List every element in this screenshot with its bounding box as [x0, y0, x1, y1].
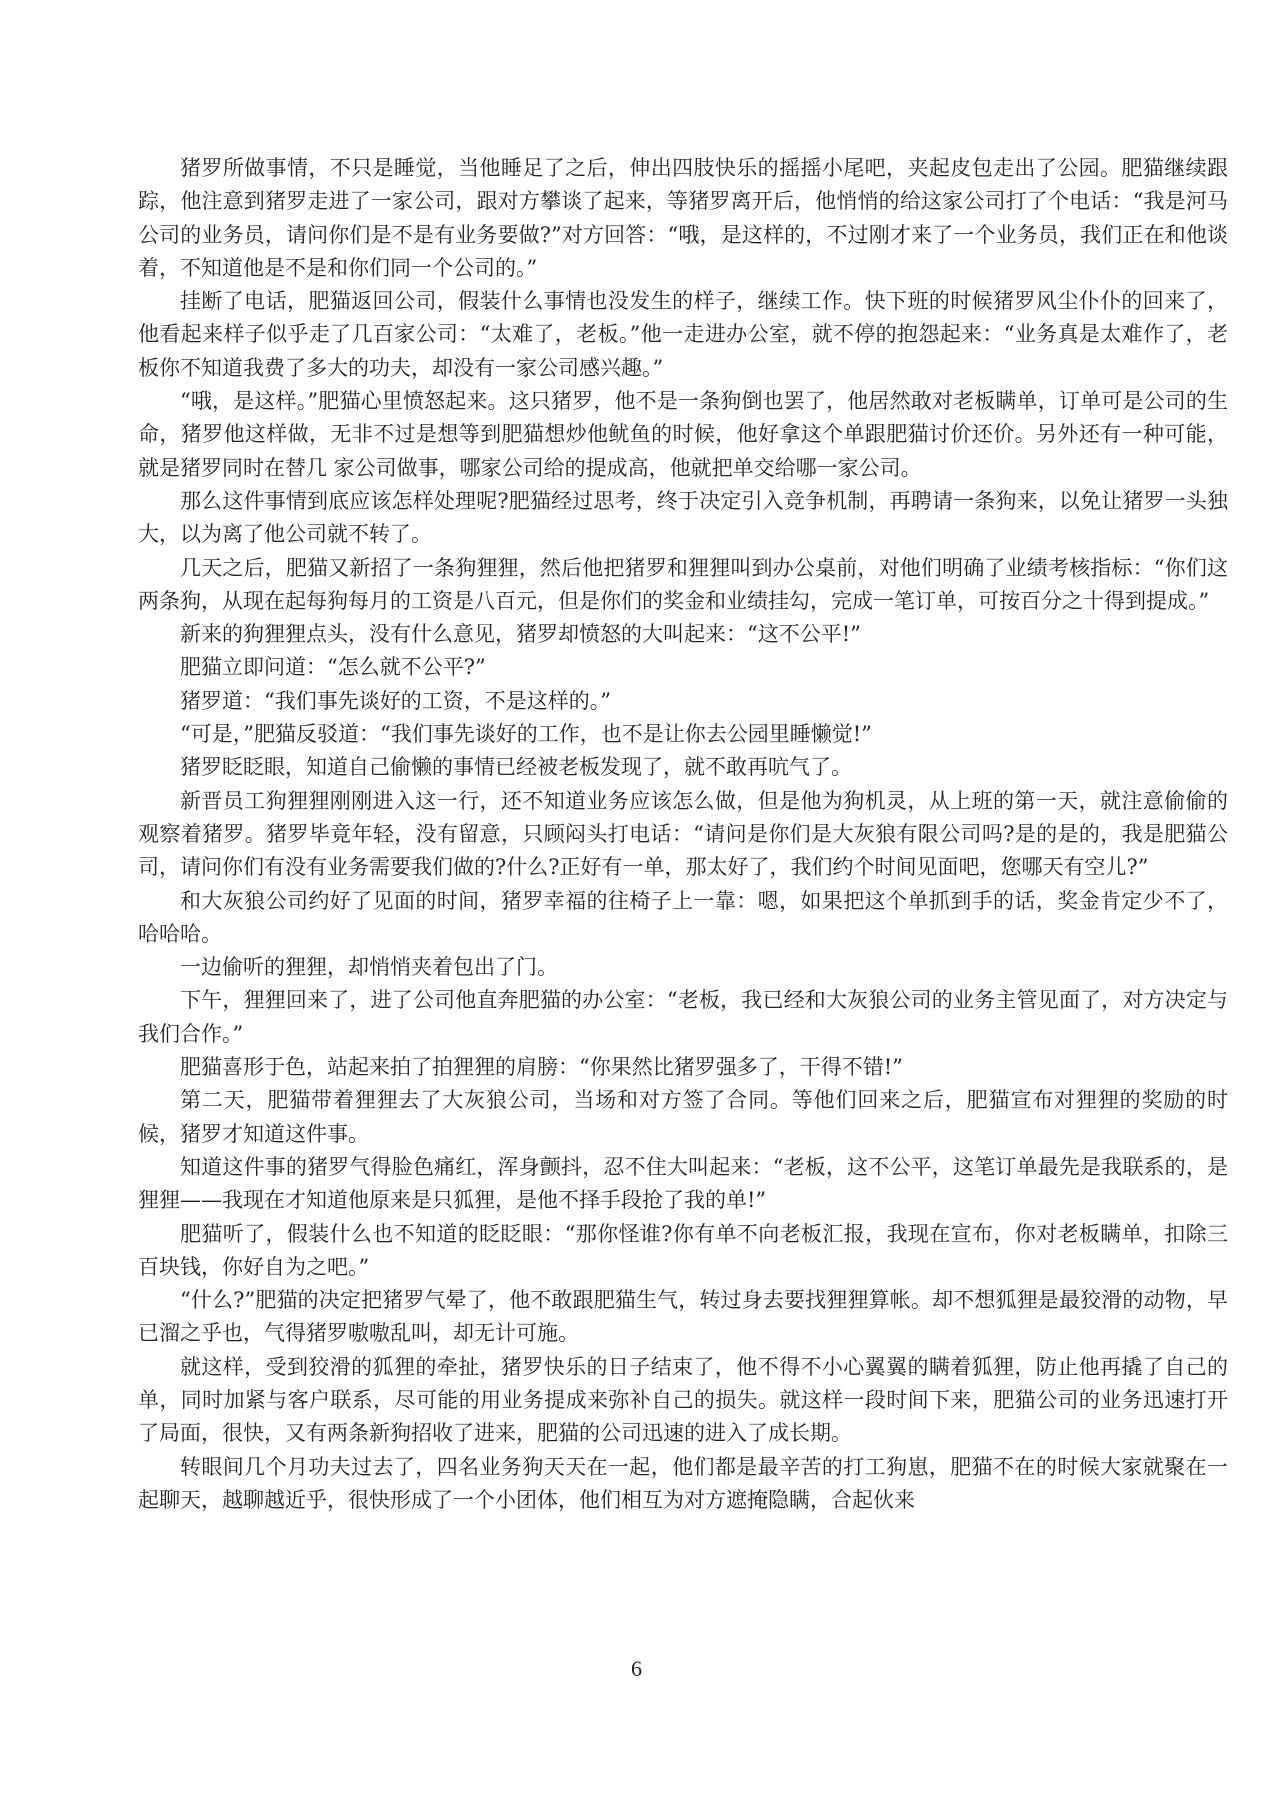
- paragraph: 猪罗道：“我们事先谈好的工资，不是这样的。”: [180, 688, 611, 713]
- paragraph: 知道这件事的猪罗气得脸色痛红，浑身颤抖，忍不住大叫起来：“老板，这不公平，这笔订单最先是我联系的，是狸狸——我现在才知道他原来是只狐狸，是他不择手段抢了我的单!”: [138, 1154, 1228, 1213]
- paragraph: 肥猫喜形于色，站起来拍了拍狸狸的肩膀：“你果然比猪罗强多了，干得不错!”: [180, 1055, 903, 1080]
- paragraph: 猪罗眨眨眼，知道自己偷懒的事情已经被老板发现了，就不敢再吭气了。: [180, 755, 852, 780]
- paragraph: 一边偷听的狸狸，却悄悄夹着包出了门。: [180, 955, 558, 980]
- paragraph: 那么这件事情到底应该怎样处理呢?肥猫经过思考，终于决定引入竞争机制，再聘请一条狗来，以免让猪罗一头独大，以为离了他公司就不转了。: [138, 488, 1228, 547]
- paragraph: 下午，狸狸回来了，进了公司他直奔肥猫的办公室：“老板，我已经和大灰狼公司的业务主管见面了，对方决定与我们合作。”: [138, 988, 1228, 1046]
- paragraph: 新来的狗狸狸点头，没有什么意见，猪罗却愤怒的大叫起来：“这不公平!”: [180, 622, 861, 647]
- paragraph: 第二天，肥猫带着狸狸去了大灰狼公司，当场和对方签了合同。等他们回来之后，肥猫宣布对狸狸的奖励的时候，猪罗才知道这件事。: [138, 1088, 1228, 1146]
- paragraph: 肥猫立即问道：“怎么就不公平?”: [180, 655, 486, 680]
- page-number: 6: [631, 1656, 642, 1681]
- paragraph: 转眼间几个月功夫过去了，四名业务狗天天在一起，他们都是最辛苦的打工狗崽，肥猫不在的时候大家就聚在一起聊天，越聊越近乎，很快形成了一个小团体，他们相互为对方遮掩隐瞒，合起伙来: [138, 1454, 1228, 1512]
- paragraph: 猪罗所做事情，不只是睡觉，当他睡足了之后，伸出四肢快乐的摇摇小尾吧，夹起皮包走出了公园。肥猫继续跟踪，他注意到猪罗走进了一家公司，跟对方攀谈了起来，等猪罗离开后，他悄悄的给这家公司打了个电话：“我是河马公司的业务员，请问你们是不是有业务要做?”对方回答：“哦，是这样的，不过刚才来了一个业务员，我们正在和他谈着，不知道他是不是和你们同一个公司的。”: [138, 156, 1228, 280]
- paragraph: “什么?”肥猫的决定把猪罗气晕了，他不敢跟肥猫生气，转过身去要找狸狸算帐。却不想狐狸是最狡滑的动物，早已溜之乎也，气得猪罗嗷嗷乱叫，却无计可施。: [138, 1288, 1228, 1346]
- paragraph: 新晋员工狗狸狸刚刚进入这一行，还不知道业务应该怎么做，但是他为狗机灵，从上班的第一天，就注意偷偷的观察着猪罗。猪罗毕竟年轻，没有留意，只顾闷头打电话：“请问是你们是大灰狼有限公司吗?是的是的，我是肥猫公司，请问你们有没有业务需要我们做的?什么?正好有一单，那太好了，我们约个时间见面吧，您哪天有空儿?”: [138, 788, 1228, 880]
- paragraph: 肥猫听了，假装什么也不知道的眨眨眼：“那你怪谁?你有单不向老板汇报，我现在宣布，你对老板瞒单，扣除三百块钱，你好自为之吧。”: [138, 1221, 1228, 1279]
- paragraph: “可是，”肥猫反驳道：“我们事先谈好的工作，也不是让你去公园里睡懒觉!”: [180, 722, 872, 747]
- paragraph: 挂断了电话，肥猫返回公司，假装什么事情也没发生的样子，继续工作。快下班的时候猪罗风尘仆仆的回来了，他看起来样子似乎走了几百家公司：“太难了，老板。”他一走进办公室，就不停的抱怨起来：“业务真是太难作了，老板你不知道我费了多大的功夫，却没有一家公司感兴趣。”: [138, 289, 1228, 380]
- paragraph: 几天之后，肥猫又新招了一条狗狸狸，然后他把猪罗和狸狸叫到办公桌前，对他们明确了业绩考核指标：“你们这两条狗，从现在起每狗每月的工资是八百元，但是你们的奖金和业绩挂勾，完成一笔订单，可按百分之十得到提成。”: [138, 555, 1228, 613]
- document-body: [138, 152, 1228, 1517]
- paragraph: “哦，是这样。”肥猫心里愤怒起来。这只猪罗，他不是一条狗倒也罢了，他居然敢对老板瞒单，订单可是公司的生命，猪罗他这样做，无非不过是想等到肥猫想炒他鱿鱼的时候，他好拿这个单跟肥猫讨价还价。另外还有一种可能，就是猪罗同时在替几 家公司做事，哪家公司给的提成高，他就把单交给哪一家公司。: [138, 389, 1228, 480]
- paragraph: 和大灰狼公司约好了见面的时间，猪罗幸福的往椅子上一靠：嗯，如果把这个单抓到手的话，奖金肯定少不了，哈哈哈。: [138, 888, 1228, 946]
- paragraph: 就这样，受到狡滑的狐狸的牵扯，猪罗快乐的日子结束了，他不得不小心翼翼的瞒着狐狸，防止他再撬了自己的单，同时加紧与客户联系，尽可能的用业务提成来弥补自己的损失。就这样一段时间下来，肥猫公司的业务迅速打开了局面，很快，又有两条新狗招收了进来，肥猫的公司迅速的进入了成长期。: [138, 1354, 1228, 1446]
